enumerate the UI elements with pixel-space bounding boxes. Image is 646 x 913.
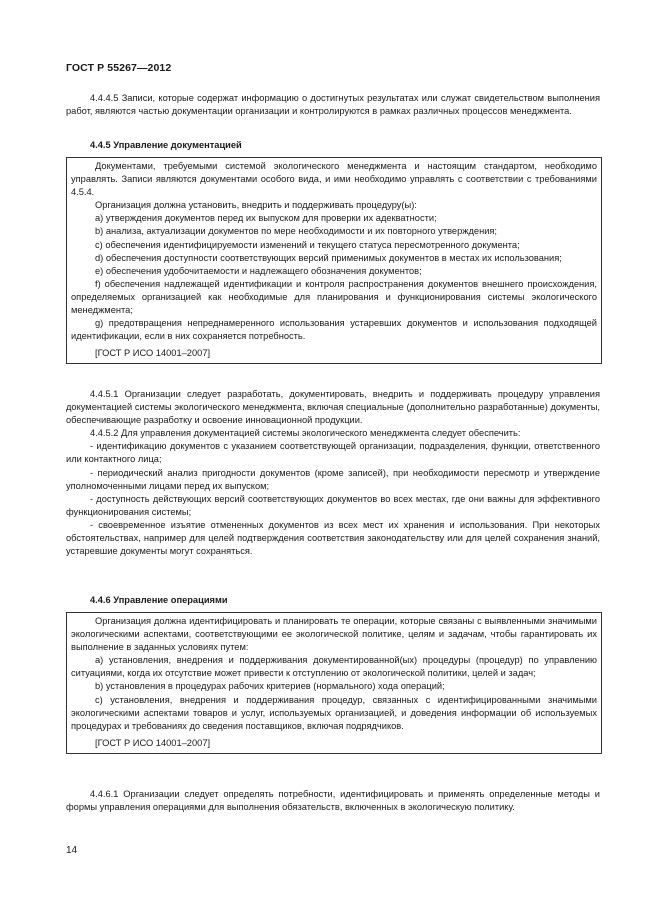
clause-4-4-5-1	[66, 388, 600, 558]
section-heading: 4.4.5 Управление документацией	[90, 140, 242, 150]
list-item: е) обеспечения удобочитаемости и надлежащего обозначения документов;	[95, 265, 422, 276]
page-number: 14	[66, 845, 78, 856]
paragraph: 4.4.6.1 Организации следует определять потребности, идентифицировать и применять определенные методы и формы управления операциями для выполнения обязательств, включенных в экологическую политику.	[66, 789, 600, 813]
section-title-4-4-5	[66, 139, 600, 152]
list-item: - периодический анализ пригодности документов (кроме записей), при необходимости пересмотр и утверждение уполномоченными лицами перед их выпуском;	[66, 467, 600, 491]
section-title-4-4-6	[66, 594, 600, 607]
list-item: с) установления, внедрения и поддерживания процедур, связанных с идентифицированными значимыми экологическими аспектами товаров и услуг, используемых организацией, и доведения информации об используемых процедурах и требованиях до сведения поставщиков, включая подрядчиков.	[71, 694, 597, 731]
reference-citation: [ГОСТ Р ИСО 14001–2007]	[95, 737, 211, 748]
paragraph: 4.4.4.5 Записи, которые содержат информацию о достигнутых результатах или служат свидетельством выполнения работ, являются частью документации организации и контролируются в рамках различных процессов менеджмента.	[66, 93, 600, 117]
standard-header: ГОСТ Р 55267—2012	[66, 62, 172, 74]
quoted-requirement-box	[66, 157, 602, 364]
list-item: - идентификацию документов с указанием соответствующей организации, подразделения, функции, ответственного или контактного лица;	[66, 441, 600, 465]
list-item: c) обеспечения идентифицируемости изменений и текущего статуса пересмотренного документа;	[95, 239, 520, 250]
quoted-requirement-box	[66, 612, 602, 754]
clause-4-4-6-1	[66, 788, 600, 814]
list-item: f) обеспечения надлежащей идентификации и контроля распространения документов внешнего происхождения, определяемых организацией как необходимые для планирования и функционирования системы экологического менеджмента;	[71, 278, 597, 316]
list-item: а) утверждения документов перед их выпуском для проверки их адекватности;	[95, 213, 437, 224]
paragraph: 4.4.5.2 Для управления документацией системы экологического менеджмента следует обеспечить:	[90, 428, 521, 439]
paragraph: Документами, требуемыми системой экологического менеджмента и настоящим стандартом, необходимо управлять. Записи являются документами особого вида, и ими необходимо управлять с соответствии с требованиями 4.5.4.	[71, 161, 597, 198]
reference-citation: [ГОСТ Р ИСО 14001–2007]	[95, 348, 211, 359]
list-item: - доступность действующих версий соответствующих документов во всех местах, где они важны для эффективного функционирования системы;	[66, 493, 600, 517]
clause-4-4-4-5	[66, 92, 600, 118]
list-item: - своевременное изъятие отмененных документов из всех мест их хранения и использования. При некоторых обстоятельствах, например для целей подтверждения соответствия законодательству или для целей сохранения знаний, устаревшие документы могут сохраняться.	[66, 519, 600, 557]
list-item: d) обеспечения доступности соответствующих версий применимых документов в местах их использования;	[95, 252, 562, 263]
list-item: g) предотвращения непреднамеренного использования устаревших документов и использования подходящей идентификации, если в них сохраняется потребность.	[71, 318, 597, 342]
list-item: а) установления, внедрения и поддерживания документированной(ых) процедуры (процедур) по управлению ситуациями, когда их отсутствие может привести к отступлению от экологической политики, целей и задач;	[71, 655, 597, 679]
paragraph: Организация должна установить, внедрить и поддерживать процедуру(ы):	[95, 200, 417, 211]
section-heading: 4.4.6 Управление операциями	[90, 595, 228, 605]
paragraph: 4.4.5.1 Организации следует разработать, документировать, внедрить и поддерживать процедуру управления документацией системы экологического менеджмента, включая специальные (дополнительно разработанные) документы, обеспечивающие разработку и освоение инновационной продукции.	[66, 389, 600, 426]
list-item: b) установления в процедурах рабочих критериев (нормального) хода операций;	[95, 681, 445, 692]
list-item: b) анализа, актуализации документов по мере необходимости и их повторного утверждения;	[95, 226, 498, 237]
paragraph: Организация должна идентифицировать и планировать те операции, которые связаны с выявленными значимыми экологическими аспектами, соответствующими ее экологической политике, целям и задачам, чтобы гарантировать их выполнение в заданных условиях путем:	[71, 616, 597, 653]
